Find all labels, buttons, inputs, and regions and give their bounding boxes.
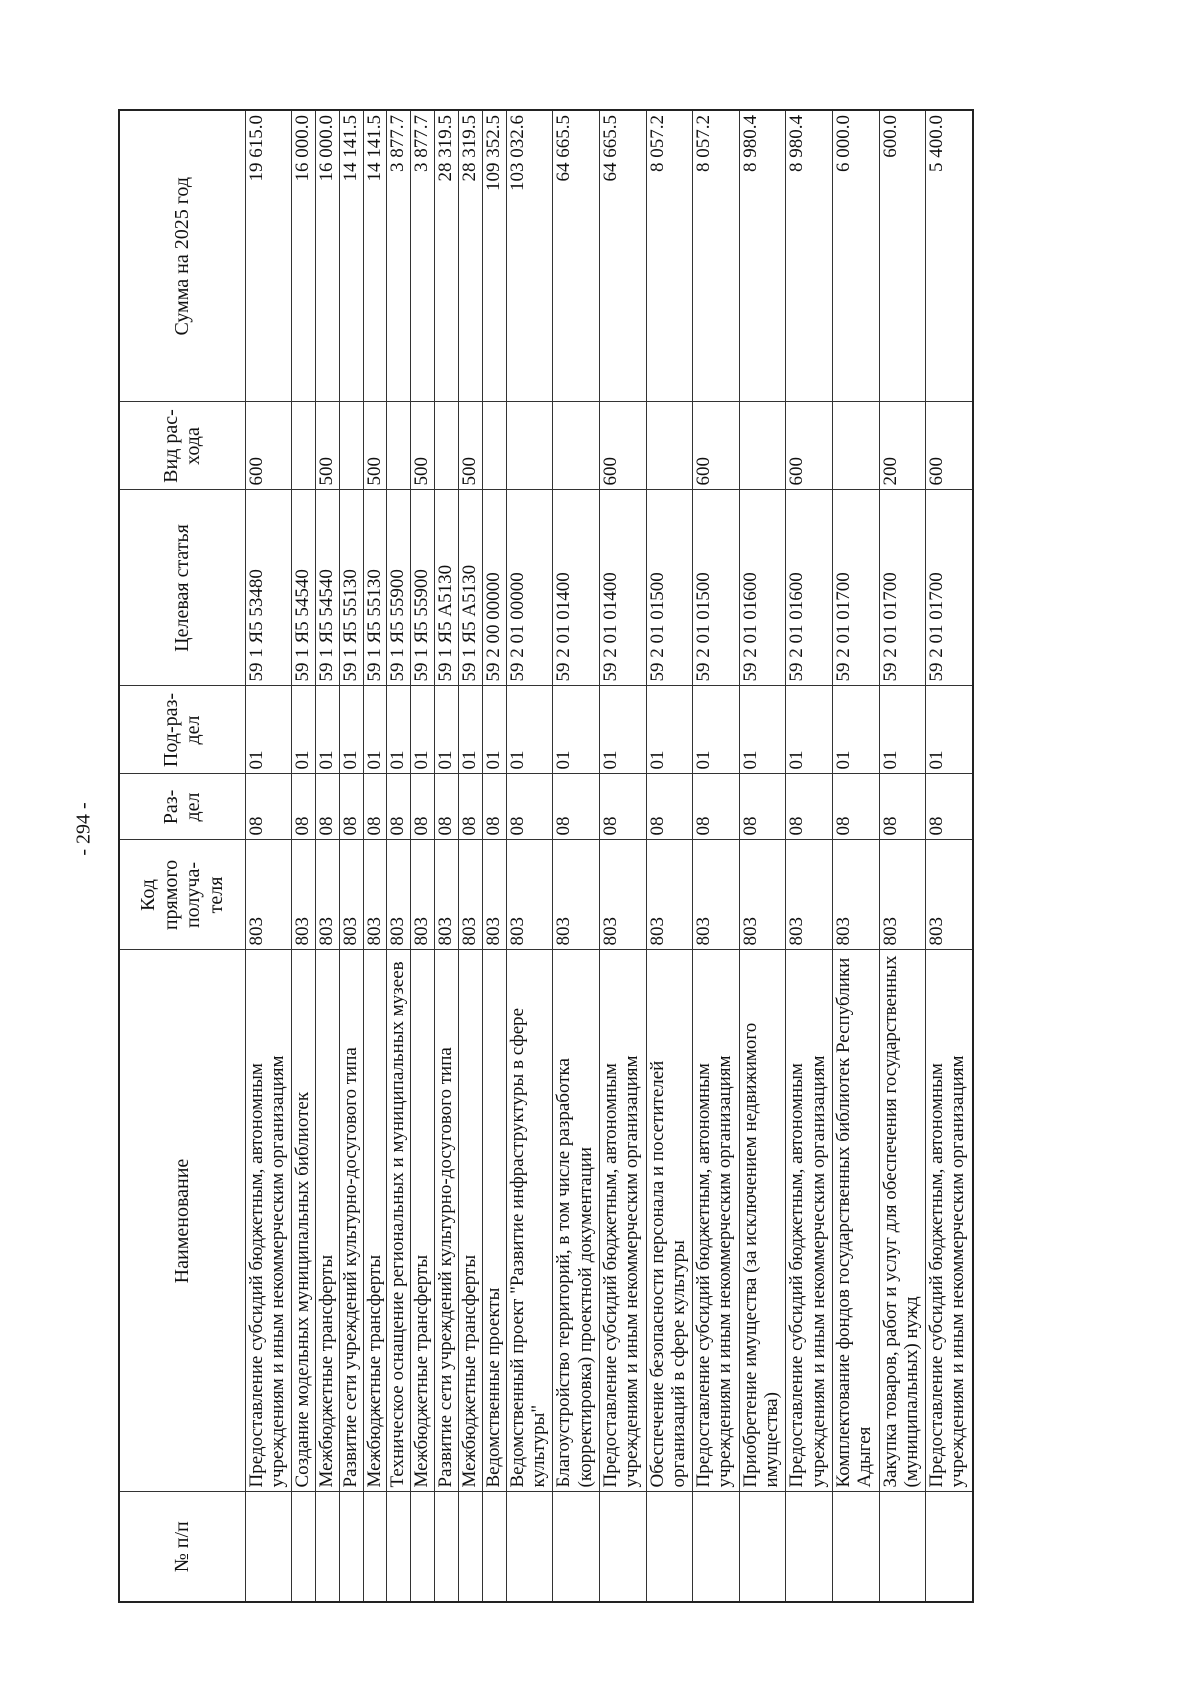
num [387,1492,411,1602]
cell-podrazdel: 01 [339,686,363,774]
cell-vid: 500 [315,402,339,490]
cell-vid [387,402,411,490]
cell-name: Обеспечение безопасности персонала и посетителей организаций в сфере культуры [646,950,693,1492]
cell-article: 59 1 Я5 54540 [315,490,339,686]
cell-name: Предоставление субсидий бюджетным, автономным учреждениям и иным некоммерческим организациям [693,950,740,1492]
num [363,1492,387,1602]
header-article: Целевая статья [119,490,245,686]
cell-article: 59 2 01 01400 [553,490,600,686]
table-row [482,110,506,1602]
cell-code: 803 [387,840,411,950]
cell-podrazdel: 01 [292,686,316,774]
cell-razdel: 08 [339,774,363,840]
cell-amount: 19 615.0 [245,110,292,402]
cell-code: 803 [693,840,740,950]
cell-article: 59 1 Я5 53480 [245,490,292,686]
cell-article: 59 2 01 01400 [599,490,646,686]
num [245,1492,292,1602]
num [599,1492,646,1602]
header-amount: Сумма на 2025 год [119,110,245,402]
cell-article: 59 2 01 01700 [926,490,973,686]
cell-article: 59 2 01 01500 [646,490,693,686]
cell-amount: 6 000.0 [832,110,879,402]
table-row [315,110,339,1602]
cell-razdel: 08 [435,774,459,840]
table-row [786,110,833,1602]
cell-vid: 600 [786,402,833,490]
cell-code: 803 [832,840,879,950]
cell-podrazdel: 01 [832,686,879,774]
cell-razdel: 08 [387,774,411,840]
cell-podrazdel: 01 [245,686,292,774]
cell-name: Благоустройство территорий, в том числе разработка (корректировка) проектной документации [553,950,600,1492]
cell-podrazdel: 01 [387,686,411,774]
table-row [926,110,973,1602]
cell-vid [553,402,600,490]
table-row [292,110,316,1602]
cell-razdel: 08 [506,774,553,840]
table-body [245,110,973,1602]
cell-vid [739,402,786,490]
cell-vid [482,402,506,490]
cell-amount: 109 352.5 [482,110,506,402]
num [435,1492,459,1602]
cell-razdel: 08 [459,774,483,840]
cell-article: 59 2 01 00000 [506,490,553,686]
num [315,1492,339,1602]
table-row [599,110,646,1602]
num [292,1492,316,1602]
header-name: Наименование [119,950,245,1492]
cell-amount: 64 665.5 [599,110,646,402]
cell-vid: 500 [411,402,435,490]
cell-article: 59 2 01 01500 [693,490,740,686]
num [482,1492,506,1602]
cell-amount: 8 057.2 [693,110,740,402]
cell-code: 803 [553,840,600,950]
cell-razdel: 08 [646,774,693,840]
cell-code: 803 [245,840,292,950]
cell-podrazdel: 01 [693,686,740,774]
cell-razdel: 08 [599,774,646,840]
cell-article: 59 1 Я5 А5130 [459,490,483,686]
cell-name: Создание модельных муниципальных библиотек [292,950,316,1492]
cell-amount: 8 980.4 [786,110,833,402]
cell-vid [832,402,879,490]
cell-article: 59 1 Я5 А5130 [435,490,459,686]
cell-vid [435,402,459,490]
cell-article: 59 2 01 01600 [786,490,833,686]
num [693,1492,740,1602]
cell-code: 803 [435,840,459,950]
cell-amount: 103 032.6 [506,110,553,402]
cell-podrazdel: 01 [411,686,435,774]
cell-vid [339,402,363,490]
cell-razdel: 08 [245,774,292,840]
table-row [435,110,459,1602]
cell-vid: 600 [245,402,292,490]
table-row [363,110,387,1602]
cell-name: Ведомственные проекты [482,950,506,1492]
cell-code: 803 [459,840,483,950]
cell-vid: 200 [879,402,926,490]
table-row [879,110,926,1602]
cell-razdel: 08 [739,774,786,840]
cell-name: Межбюджетные трансферты [459,950,483,1492]
cell-razdel: 08 [786,774,833,840]
cell-article: 59 2 01 01700 [832,490,879,686]
num [926,1492,973,1602]
table-row [506,110,553,1602]
cell-code: 803 [599,840,646,950]
cell-amount: 5 400.0 [926,110,973,402]
cell-razdel: 08 [879,774,926,840]
cell-name: Предоставление субсидий бюджетным, автономным учреждениям и иным некоммерческим организациям [245,950,292,1492]
cell-podrazdel: 01 [315,686,339,774]
cell-vid [646,402,693,490]
cell-podrazdel: 01 [926,686,973,774]
cell-razdel: 08 [363,774,387,840]
cell-name: Комплектование фондов государственных библиотек Республики Адыгея [832,950,879,1492]
num [646,1492,693,1602]
cell-article: 59 1 Я5 54540 [292,490,316,686]
num [832,1492,879,1602]
cell-article: 59 1 Я5 55130 [339,490,363,686]
cell-amount: 16 000.0 [315,110,339,402]
cell-podrazdel: 01 [786,686,833,774]
cell-article: 59 1 Я5 55900 [387,490,411,686]
cell-code: 803 [879,840,926,950]
table-row [411,110,435,1602]
num [786,1492,833,1602]
cell-code: 803 [739,840,786,950]
cell-podrazdel: 01 [553,686,600,774]
cell-amount: 3 877.7 [411,110,435,402]
header-razdel: Раз-дел [119,774,245,840]
cell-vid: 600 [693,402,740,490]
cell-amount: 8 057.2 [646,110,693,402]
table-header [119,110,245,1602]
cell-podrazdel: 01 [482,686,506,774]
table-row [553,110,600,1602]
cell-razdel: 08 [832,774,879,840]
cell-amount: 64 665.5 [553,110,600,402]
cell-podrazdel: 01 [599,686,646,774]
cell-code: 803 [363,840,387,950]
budget-table [118,109,974,1603]
cell-razdel: 08 [315,774,339,840]
cell-code: 803 [646,840,693,950]
cell-name: Развитие сети учреждений культурно-досугового типа [339,950,363,1492]
page-number: - 294 - [72,802,95,856]
cell-podrazdel: 01 [363,686,387,774]
cell-vid: 500 [459,402,483,490]
cell-podrazdel: 01 [506,686,553,774]
cell-code: 803 [339,840,363,950]
table-row [832,110,879,1602]
cell-amount: 28 319.5 [459,110,483,402]
cell-amount: 3 877.7 [387,110,411,402]
cell-name: Межбюджетные трансферты [363,950,387,1492]
cell-amount: 14 141.5 [339,110,363,402]
rotated-page [118,111,974,1603]
header-vid: Вид рас-хода [119,402,245,490]
num [411,1492,435,1602]
cell-amount: 600.0 [879,110,926,402]
cell-code: 803 [786,840,833,950]
num [459,1492,483,1602]
cell-name: Ведомственный проект "Развитие инфраструктуры в сфере культуры" [506,950,553,1492]
cell-podrazdel: 01 [459,686,483,774]
table-row [459,110,483,1602]
cell-podrazdel: 01 [646,686,693,774]
cell-article: 59 2 00 00000 [482,490,506,686]
num [339,1492,363,1602]
table-row [387,110,411,1602]
cell-razdel: 08 [482,774,506,840]
table-row [739,110,786,1602]
cell-name: Приобретение имущества (за исключением недвижимого имущества) [739,950,786,1492]
cell-name: Предоставление субсидий бюджетным, автономным учреждениям и иным некоммерческим организациям [786,950,833,1492]
cell-vid: 600 [599,402,646,490]
num [739,1492,786,1602]
cell-amount: 14 141.5 [363,110,387,402]
cell-name: Закупка товаров, работ и услуг для обеспечения государственных (муниципальных) нужд [879,950,926,1492]
cell-article: 59 1 Я5 55130 [363,490,387,686]
cell-podrazdel: 01 [435,686,459,774]
cell-vid [292,402,316,490]
cell-razdel: 08 [926,774,973,840]
cell-code: 803 [482,840,506,950]
cell-article: 59 2 01 01700 [879,490,926,686]
cell-name: Развитие сети учреждений культурно-досугового типа [435,950,459,1492]
cell-code: 803 [315,840,339,950]
header-podrazdel: Под-раз-дел [119,686,245,774]
cell-article: 59 1 Я5 55900 [411,490,435,686]
cell-vid: 600 [926,402,973,490]
cell-code: 803 [926,840,973,950]
header-code: Код прямого получа-теля [119,840,245,950]
cell-code: 803 [411,840,435,950]
cell-code: 803 [506,840,553,950]
cell-amount: 8 980.4 [739,110,786,402]
cell-name: Межбюджетные трансферты [411,950,435,1492]
cell-razdel: 08 [292,774,316,840]
cell-amount: 28 319.5 [435,110,459,402]
cell-article: 59 2 01 01600 [739,490,786,686]
cell-vid [506,402,553,490]
table-row [646,110,693,1602]
table-row [693,110,740,1602]
table-row [245,110,292,1602]
cell-name: Межбюджетные трансферты [315,950,339,1492]
cell-podrazdel: 01 [879,686,926,774]
cell-name: Техническое оснащение региональных и муниципальных музеев [387,950,411,1492]
header-num: № п/п [119,1492,245,1602]
cell-razdel: 08 [411,774,435,840]
cell-vid: 500 [363,402,387,490]
cell-podrazdel: 01 [739,686,786,774]
cell-name: Предоставление субсидий бюджетным, автономным учреждениям и иным некоммерческим организациям [599,950,646,1492]
cell-amount: 16 000.0 [292,110,316,402]
cell-razdel: 08 [553,774,600,840]
num [879,1492,926,1602]
num [553,1492,600,1602]
cell-razdel: 08 [693,774,740,840]
table-row [339,110,363,1602]
cell-name: Предоставление субсидий бюджетным, автономным учреждениям и иным некоммерческим организациям [926,950,973,1492]
cell-code: 803 [292,840,316,950]
num [506,1492,553,1602]
